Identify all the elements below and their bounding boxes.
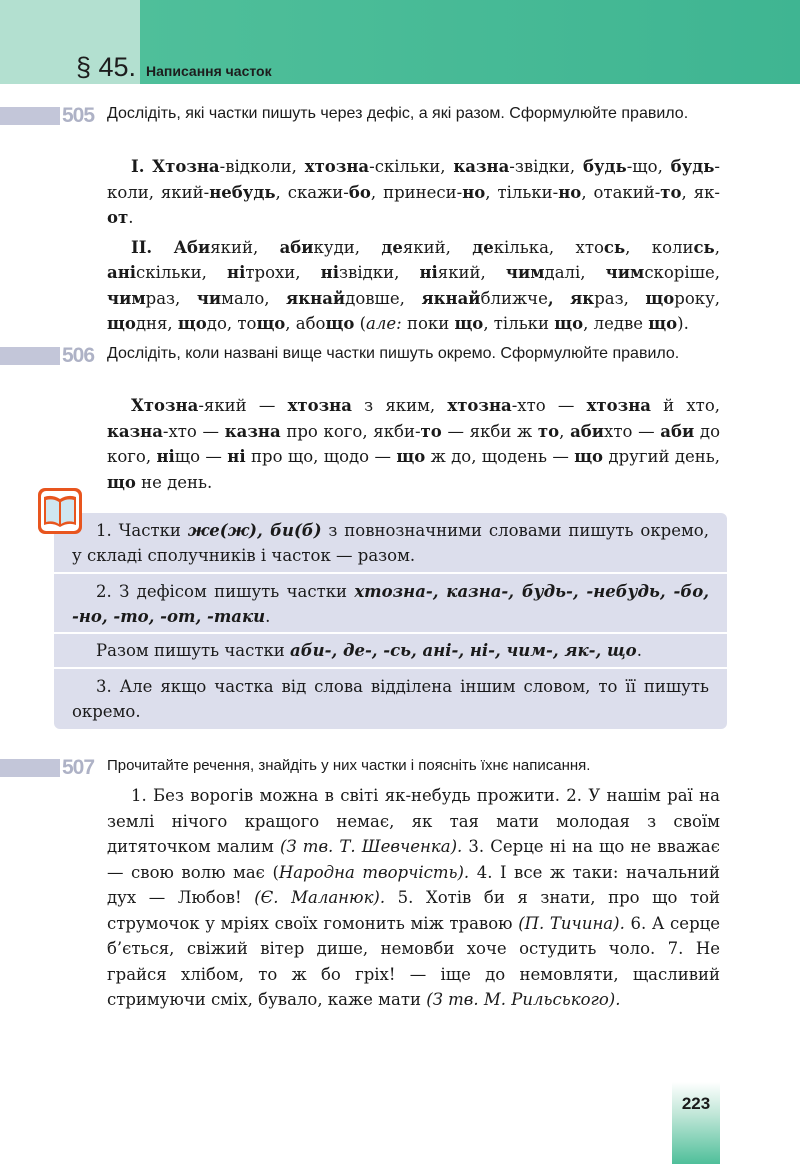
exercise-task: Дослідіть, коли названі вище частки пишуть окремо. Сформулюйте правило. <box>107 345 680 362</box>
rule-item: 1. Частки же(ж), би(б) з повнозначними словами пишуть окремо, у складі сполучників і часток — разом. <box>72 521 709 565</box>
rule-divider <box>54 667 727 669</box>
exercise-506-text: Хтозна-який — хтозна з яким, хтозна-хто — хтозна й хто, казна-хто — казна про кого, якби-то — якби ж то, абихто — аби до кого, ніщо — ні про що, щодо — що ж до, щодень — що другий день, що не день. <box>107 396 721 492</box>
exercise-task: Прочитайте речення, знайдіть у них частки і поясніть їхнє написання. <box>107 757 591 774</box>
rule-item: 2. З дефісом пишуть частки хтозна-, казна-, будь-, -небудь, -бо, -но, -то, -от, -таки. <box>72 582 709 626</box>
exercise-505-words: I. Хтозна-відколи, хтозна-скільки, казна-звідки, будь-що, будь-коли, який-небудь, скажи-бо, принеси-но, тільки-но, отакий-то, як-от. II. Абиякий, абикуди, деякий, декілька, хтось, колись, аніскільки, нітрохи, нізвідки, ніякий, чимдалі, чимскоріше, чимраз, чимало, якнайдовше, якнайближче, якраз, щороку, щодня, щодо, тощо, абощо (але: поки що, тільки що, ледве що). <box>107 157 721 333</box>
section-number: § 45. <box>76 52 137 82</box>
rule-divider <box>54 572 727 574</box>
exercise-marker-bar <box>0 347 60 365</box>
rule-item: 3. Але якщо частка від слова відділена іншим словом, то її пишуть окремо. <box>72 677 709 721</box>
exercise-marker-bar <box>0 759 60 777</box>
exercise-number: 506 <box>62 344 95 367</box>
exercise-marker-bar <box>0 107 60 125</box>
exercise-number: 507 <box>62 756 95 779</box>
exercise-number: 505 <box>62 104 95 127</box>
rule-divider <box>54 632 727 634</box>
section-title: Написання часток <box>146 63 272 79</box>
exercise-507-text: 1. Без ворогів можна в світі як-небудь прожити. 2. У нашім раї на землі нічого кращого немає, як тая мати молодая з своїм дитяточком малим (З тв. Т. Шевченка). 3. Серце ні на що не вважає — свою волю має (Народна творчість). 4. І все ж таки: начальний дух — Любов! (Є. Маланюк). 5. Хотів би я знати, про що той струмочок у мріях своїх гомонить між травою (П. Тичина). 6. А серце б’ється, свіжий вітер дише, немовби хоче остудить чоло. 7. Не грайся хлібом, то ж бо гріх! — іще до немовляти, щасливий стримуючи сміх, бувало, каже мати (З тв. М. Рильського). <box>107 786 721 1009</box>
page-number: 223 <box>681 1094 711 1113</box>
exercise-task: Дослідіть, які частки пишуть через дефіс, а які разом. Сформулюйте правило. <box>107 105 689 122</box>
rule-item: Разом пишуть частки аби-, де-, -сь, ані-, ні-, чим-, як-, що. <box>96 641 642 660</box>
